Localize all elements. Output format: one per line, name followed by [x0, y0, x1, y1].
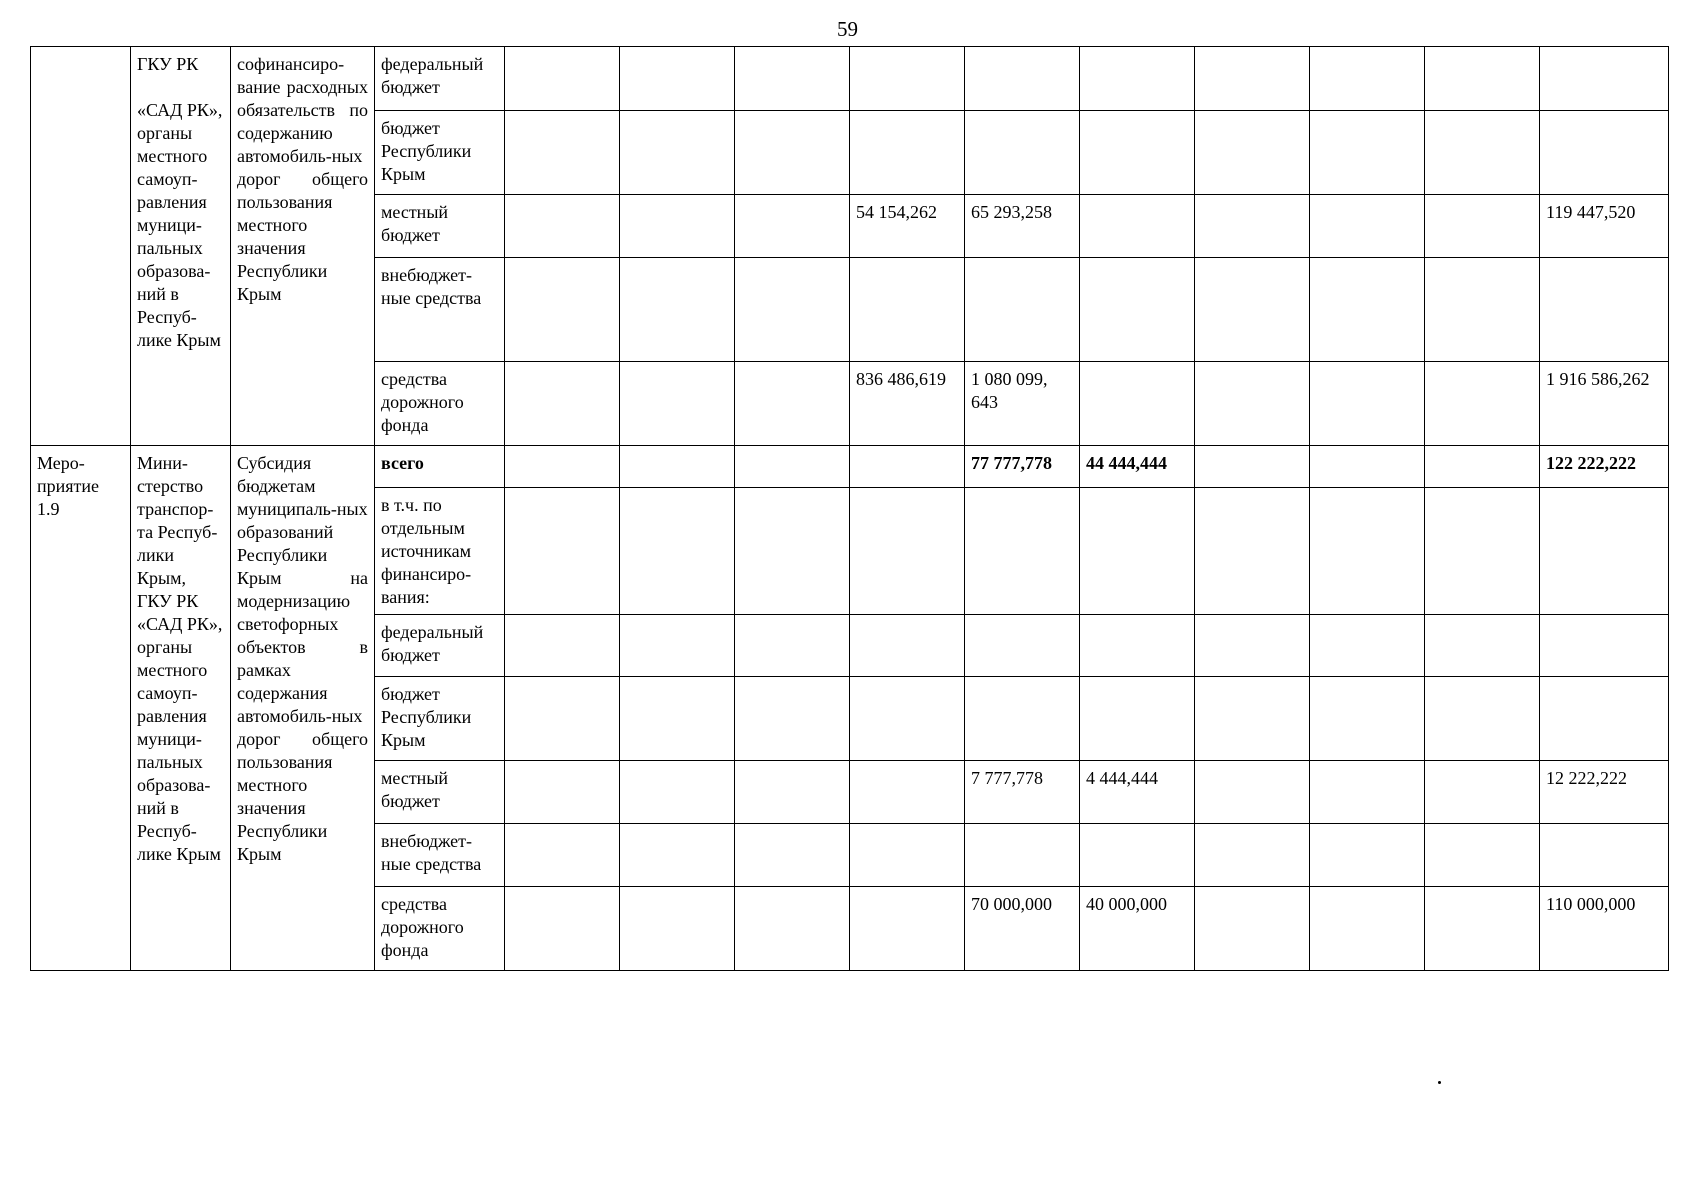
block1-value-cell: [1080, 258, 1195, 362]
block2-description-cell: Субсидия бюджетам муниципаль-ных образований Республики Крым на модернизацию светофорных объектов в рамках содержания автомобиль-ных дорог общего пользования местного значения Республики Крым: [231, 446, 375, 971]
block2-value-cell: [965, 615, 1080, 677]
block2-value-cell: [735, 761, 850, 824]
block2-value-cell: [850, 615, 965, 677]
block2-value-cell: 7 777,778: [965, 761, 1080, 824]
block2-value-cell: [1080, 824, 1195, 887]
block2-value-cell: [735, 824, 850, 887]
block1-value-cell: [1195, 111, 1310, 195]
block2-value-cell: 44 444,444: [1080, 446, 1195, 488]
block1-measure-cell: [31, 47, 131, 446]
block2-value-cell: [735, 887, 850, 971]
block1-value-cell: [620, 111, 735, 195]
block1-value-cell: [1425, 195, 1540, 258]
block2-value-cell: [1425, 488, 1540, 615]
block2-value-cell: [620, 488, 735, 615]
block1-executor-cell: ГКУ РК «САД РК», органы местного самоуп-равления муници-пальных образова-ний в Респуб-лике Крым: [131, 47, 231, 446]
block1-value-cell: [735, 47, 850, 111]
block2-source-cell: внебюджет-ные средства: [375, 824, 505, 887]
block2-value-cell: [850, 761, 965, 824]
block1-value-cell: [1540, 258, 1669, 362]
block1-value-cell: [735, 362, 850, 446]
block2-value-cell: [1540, 677, 1669, 761]
block2-value-cell: [1310, 615, 1425, 677]
block1-value-cell: 119 447,520: [1540, 195, 1669, 258]
block1-source-cell: местный бюджет: [375, 195, 505, 258]
block1-value-cell: [505, 362, 620, 446]
block1-value-cell: [1540, 111, 1669, 195]
stray-dot: [1438, 1081, 1441, 1084]
block2-value-cell: [505, 446, 620, 488]
block2-value-cell: [1195, 887, 1310, 971]
block2-value-cell: 12 222,222: [1540, 761, 1669, 824]
block1-value-cell: 54 154,262: [850, 195, 965, 258]
block1-value-cell: [1080, 47, 1195, 111]
block1-value-cell: [1310, 362, 1425, 446]
block2-value-cell: [505, 824, 620, 887]
block2-value-cell: [735, 677, 850, 761]
block2-value-cell: [1425, 615, 1540, 677]
block1-value-cell: [735, 258, 850, 362]
table-row: [31, 446, 1669, 488]
block1-value-cell: [850, 47, 965, 111]
block1-value-cell: [620, 195, 735, 258]
block2-value-cell: 122 222,222: [1540, 446, 1669, 488]
block1-value-cell: [1310, 195, 1425, 258]
block2-value-cell: [1310, 824, 1425, 887]
block2-value-cell: [735, 488, 850, 615]
block1-value-cell: [1195, 47, 1310, 111]
block2-value-cell: 4 444,444: [1080, 761, 1195, 824]
block2-value-cell: [1425, 446, 1540, 488]
block2-value-cell: [1310, 488, 1425, 615]
block1-value-cell: 1 916 586,262: [1540, 362, 1669, 446]
block2-value-cell: [620, 446, 735, 488]
block1-value-cell: [1540, 47, 1669, 111]
block2-value-cell: [850, 677, 965, 761]
block2-value-cell: [1540, 824, 1669, 887]
block1-value-cell: [1310, 111, 1425, 195]
block1-value-cell: [1425, 47, 1540, 111]
block2-value-cell: [620, 824, 735, 887]
block1-source-cell: бюджет Республики Крым: [375, 111, 505, 195]
block2-value-cell: [1310, 761, 1425, 824]
block1-value-cell: [1080, 362, 1195, 446]
block2-value-cell: [1080, 677, 1195, 761]
block1-value-cell: [965, 111, 1080, 195]
block2-value-cell: [850, 887, 965, 971]
block1-value-cell: [620, 362, 735, 446]
block1-value-cell: 1 080 099, 643: [965, 362, 1080, 446]
block2-value-cell: [1540, 488, 1669, 615]
block1-source-cell: федеральный бюджет: [375, 47, 505, 111]
block1-value-cell: [1195, 195, 1310, 258]
block2-value-cell: [505, 887, 620, 971]
block2-value-cell: [505, 615, 620, 677]
block2-value-cell: [850, 446, 965, 488]
block1-value-cell: [1080, 195, 1195, 258]
block1-value-cell: [735, 111, 850, 195]
block2-value-cell: [1195, 677, 1310, 761]
block1-rows: [31, 47, 1669, 446]
block1-value-cell: [505, 111, 620, 195]
block2-source-cell: средства дорожного фонда: [375, 887, 505, 971]
block1-value-cell: [1425, 362, 1540, 446]
block2-source-cell: федеральный бюджет: [375, 615, 505, 677]
block1-value-cell: [620, 258, 735, 362]
block2-value-cell: [505, 488, 620, 615]
block2-value-cell: 77 777,778: [965, 446, 1080, 488]
block2-value-cell: 110 000,000: [1540, 887, 1669, 971]
block2-value-cell: [850, 824, 965, 887]
block2-value-cell: [1310, 887, 1425, 971]
block1-value-cell: [505, 47, 620, 111]
block1-source-cell: средства дорожного фонда: [375, 362, 505, 446]
block1-value-cell: [965, 258, 1080, 362]
table-row: [31, 47, 1669, 111]
block1-value-cell: 836 486,619: [850, 362, 965, 446]
block2-value-cell: [735, 615, 850, 677]
block1-value-cell: [850, 111, 965, 195]
block2-value-cell: [620, 761, 735, 824]
block2-value-cell: [965, 677, 1080, 761]
block2-value-cell: [1080, 615, 1195, 677]
block2-source-cell: бюджет Республики Крым: [375, 677, 505, 761]
block1-value-cell: [505, 195, 620, 258]
block2-value-cell: [620, 677, 735, 761]
block1-value-cell: [1310, 258, 1425, 362]
block1-value-cell: [965, 47, 1080, 111]
block2-value-cell: [1195, 615, 1310, 677]
block2-source-cell: всего: [375, 446, 505, 488]
block1-value-cell: [1195, 362, 1310, 446]
block1-value-cell: [1195, 258, 1310, 362]
block1-value-cell: [620, 47, 735, 111]
block1-source-cell: внебюджет-ные средства: [375, 258, 505, 362]
budget-table: [30, 46, 1669, 971]
block1-value-cell: [735, 195, 850, 258]
block1-value-cell: [1080, 111, 1195, 195]
block2-value-cell: [505, 677, 620, 761]
block2-value-cell: [1080, 488, 1195, 615]
block2-value-cell: [1310, 446, 1425, 488]
block2-value-cell: [620, 615, 735, 677]
block1-value-cell: [1310, 47, 1425, 111]
block1-description-cell: софинансиро-вание расходных обязательств по содержанию автомобиль-ных дорог общего пользования местного значения Республики Крым: [231, 47, 375, 446]
block2-value-cell: [1425, 824, 1540, 887]
block2-value-cell: [505, 761, 620, 824]
block2-value-cell: [965, 824, 1080, 887]
block2-value-cell: 40 000,000: [1080, 887, 1195, 971]
block2-value-cell: [1195, 824, 1310, 887]
block1-value-cell: [850, 258, 965, 362]
block2-value-cell: [1310, 677, 1425, 761]
block2-value-cell: [965, 488, 1080, 615]
block2-value-cell: [1195, 488, 1310, 615]
block1-value-cell: [505, 258, 620, 362]
block2-value-cell: [1425, 887, 1540, 971]
block2-value-cell: [1425, 677, 1540, 761]
block2-measure-cell: Меро-приятие 1.9: [31, 446, 131, 971]
block2-source-cell: местный бюджет: [375, 761, 505, 824]
block1-value-cell: 65 293,258: [965, 195, 1080, 258]
block2-value-cell: [735, 446, 850, 488]
block2-executor-cell: Мини-стерство транспор-та Респуб-лики Крым, ГКУ РК «САД РК», органы местного самоуп-равления муници-пальных образова-ний в Респуб-лике Крым: [131, 446, 231, 971]
block2-rows: [31, 446, 1669, 971]
block1-value-cell: [1425, 111, 1540, 195]
block2-value-cell: [1195, 446, 1310, 488]
block2-source-cell: в т.ч. по отдельным источникам финансиро-вания:: [375, 488, 505, 615]
block2-value-cell: 70 000,000: [965, 887, 1080, 971]
page-number: 59: [837, 17, 858, 41]
block2-value-cell: [1540, 615, 1669, 677]
block1-value-cell: [1425, 258, 1540, 362]
block2-value-cell: [620, 887, 735, 971]
block2-value-cell: [850, 488, 965, 615]
block2-value-cell: [1195, 761, 1310, 824]
block2-value-cell: [1425, 761, 1540, 824]
